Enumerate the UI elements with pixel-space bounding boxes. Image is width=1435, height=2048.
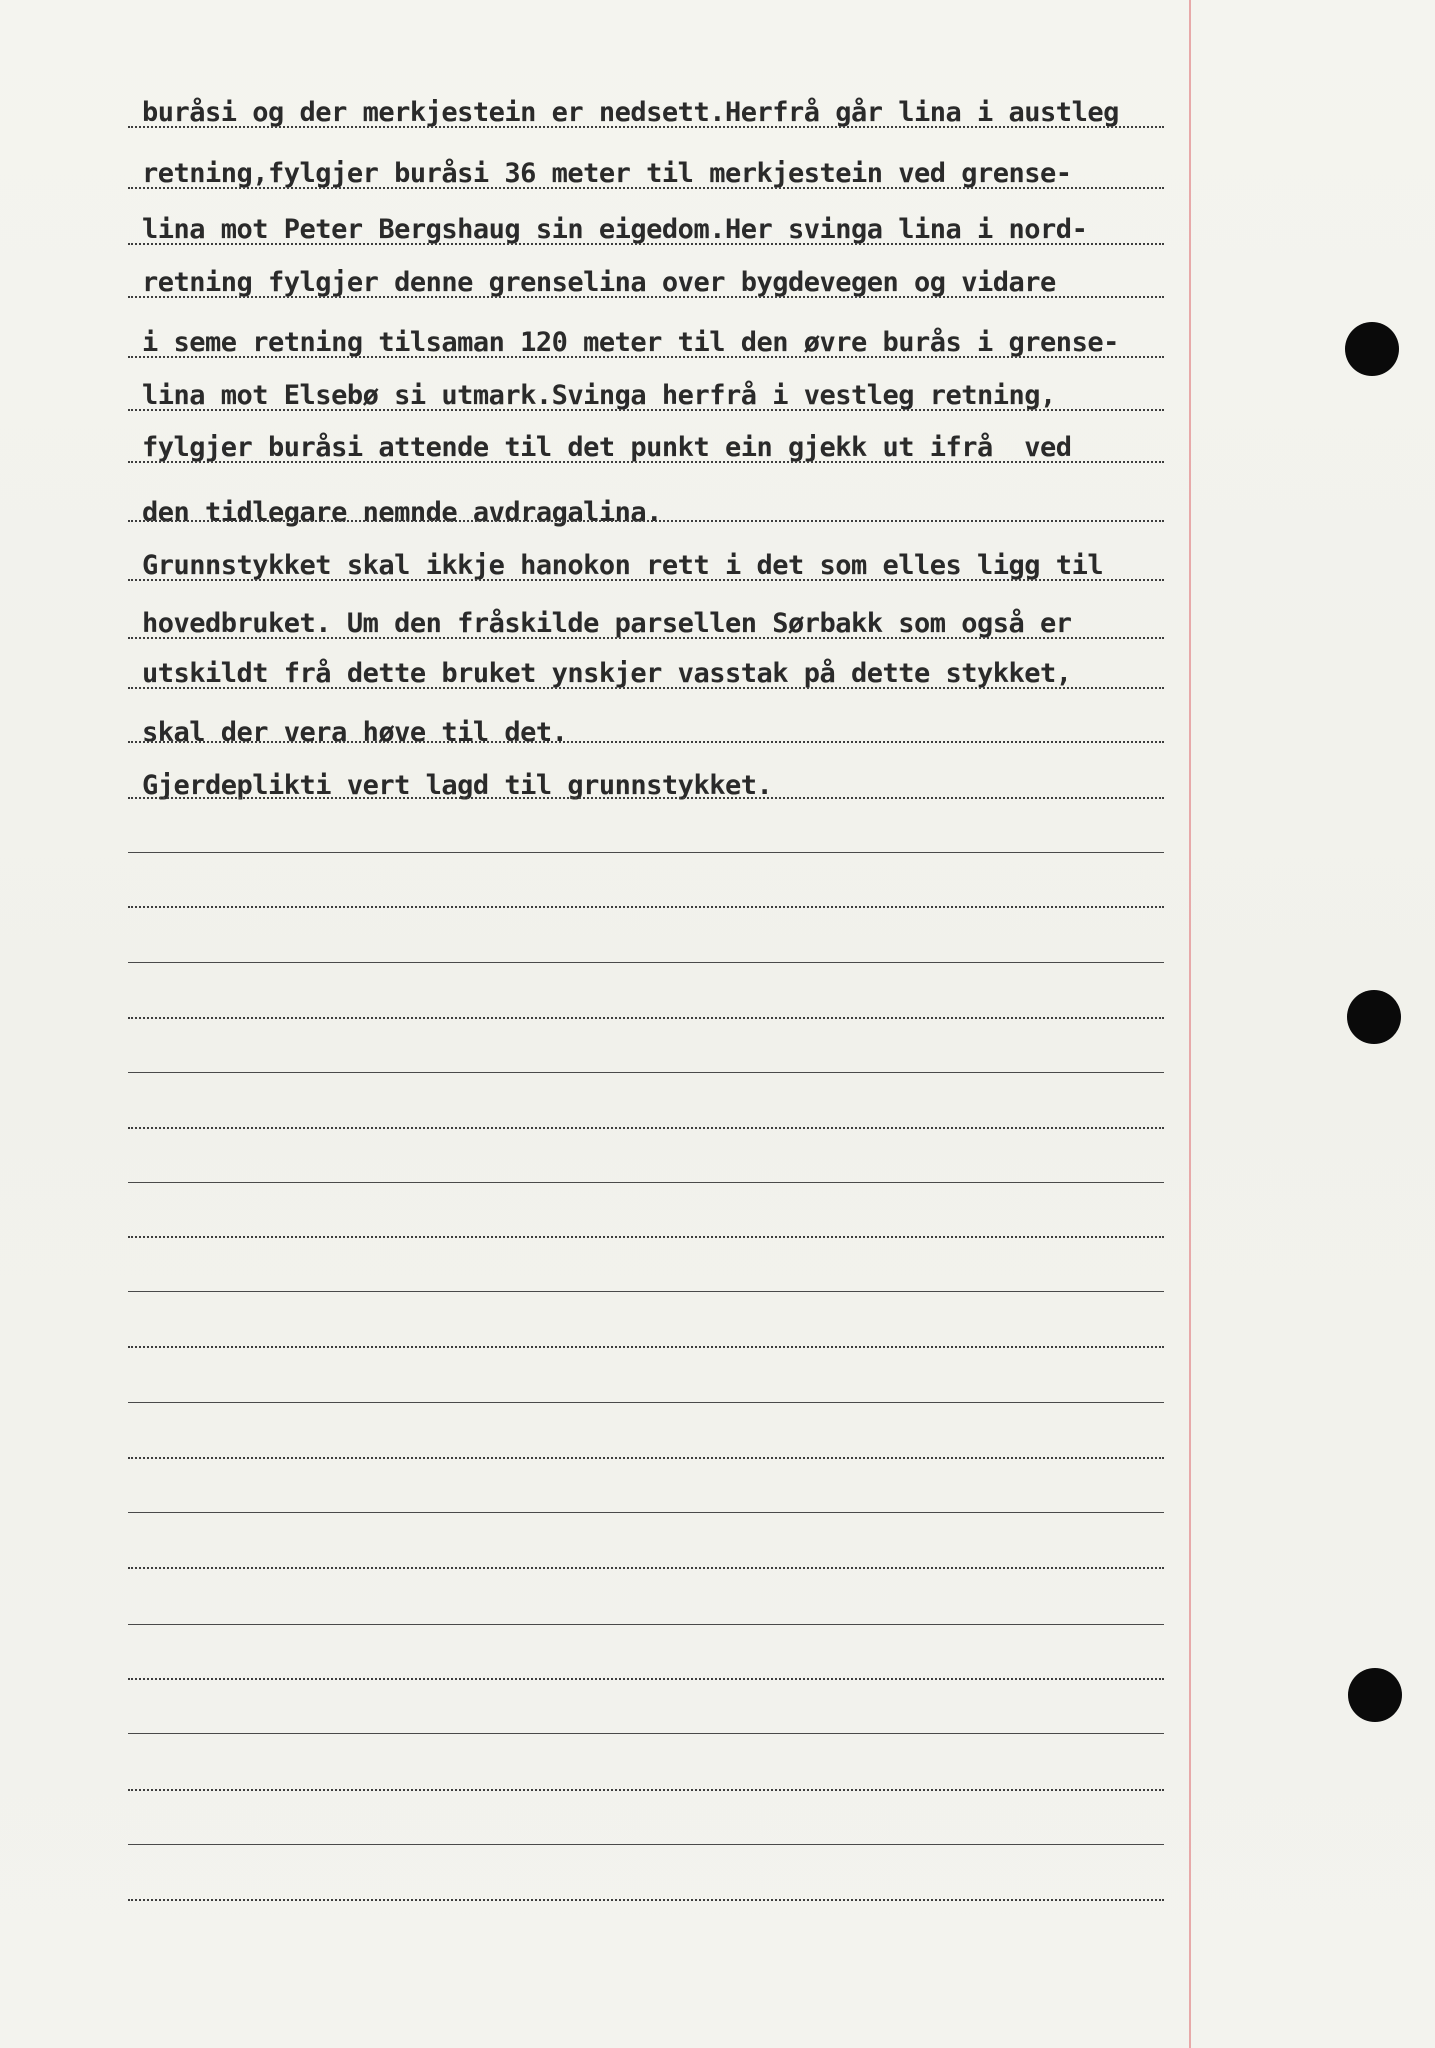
ruled-line	[128, 1402, 1164, 1403]
ruled-line	[128, 126, 1164, 128]
text-line: retning fylgjer denne grenselina over bygdevegen og vidare	[142, 267, 1056, 298]
ruled-line	[128, 962, 1164, 963]
punch-hole-top	[1345, 322, 1399, 376]
text-line: utskildt frå dette bruket ynskjer vasstak på dette stykket,	[142, 658, 1072, 689]
ruled-line	[128, 1127, 1164, 1129]
ruled-line	[128, 1567, 1164, 1569]
text-line: Gjerdeplikti vert lagd til grunnstykket.	[142, 770, 773, 801]
ruled-line	[128, 243, 1164, 245]
text-line: lina mot Elsebø si utmark.Svinga herfrå i vestleg retning,	[142, 380, 1056, 411]
ruled-line	[128, 906, 1164, 908]
ruled-line	[128, 1236, 1164, 1238]
ruled-line	[128, 1844, 1164, 1845]
text-line: lina mot Peter Bergshaug sin eigedom.Her svinga lina i nord-	[142, 214, 1088, 245]
ruled-line	[128, 187, 1164, 189]
text-line: fylgjer buråsi attende til det punkt ein gjekk ut ifrå ved	[142, 432, 1072, 463]
ruled-line	[128, 1457, 1164, 1459]
punch-hole-middle	[1347, 990, 1401, 1044]
ruled-line	[128, 1346, 1164, 1348]
ruled-line	[128, 1291, 1164, 1292]
ruled-line	[128, 1678, 1164, 1680]
ruled-line	[128, 687, 1164, 689]
punch-hole-bottom	[1348, 1668, 1402, 1722]
ruled-line	[128, 296, 1164, 298]
text-line: den tidlegare nemnde avdragalina.	[142, 497, 662, 528]
text-line: retning,fylgjer buråsi 36 meter til merkjestein ved grense-	[142, 158, 1072, 189]
ruled-line	[128, 1072, 1164, 1073]
ruled-line	[128, 579, 1164, 581]
ruled-line	[128, 852, 1164, 853]
ruled-line	[128, 1899, 1164, 1901]
ruled-line	[128, 520, 1164, 522]
ruled-line	[128, 1512, 1164, 1513]
text-line: i seme retning tilsaman 120 meter til den øvre burås i grense-	[142, 327, 1119, 358]
ruled-line	[128, 1624, 1164, 1625]
ruled-line	[128, 461, 1164, 463]
text-line: Grunnstykket skal ikkje hanokon rett i det som elles ligg til	[142, 550, 1104, 581]
text-line: hovedbruket. Um den fråskilde parsellen Sørbakk som også er	[142, 608, 1072, 639]
text-line: skal der vera høve til det.	[142, 717, 568, 748]
ruled-line	[128, 1182, 1164, 1183]
ruled-line	[128, 1733, 1164, 1734]
ruled-line	[128, 356, 1164, 358]
ruled-line	[128, 741, 1164, 743]
ruled-line	[128, 797, 1164, 799]
ruled-line	[128, 409, 1164, 411]
ruled-line	[128, 637, 1164, 639]
margin-line	[1189, 0, 1191, 2048]
text-line: buråsi og der merkjestein er nedsett.Herfrå går lina i austleg	[142, 97, 1119, 128]
ruled-line	[128, 1789, 1164, 1791]
ruled-line	[128, 1017, 1164, 1019]
